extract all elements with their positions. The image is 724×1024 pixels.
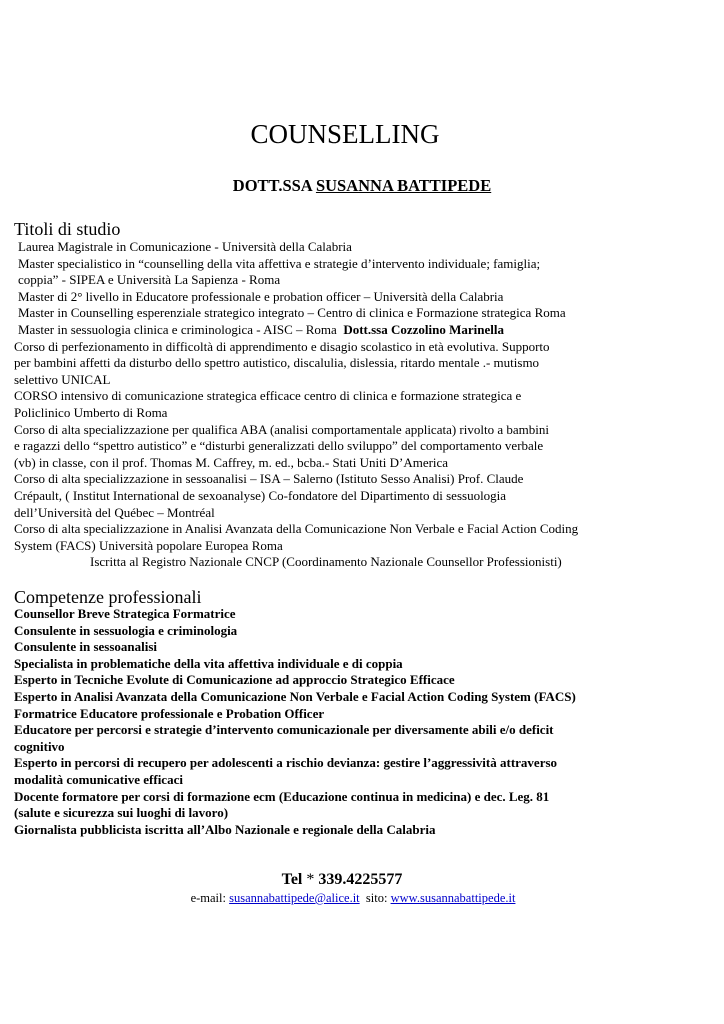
site-label: sito: xyxy=(359,891,391,905)
titoli-line: e ragazzi dello “spettro autistico” e “disturbi generalizzati dello sviluppo” del comportamento verbale xyxy=(14,438,544,454)
titoli-line: Master specialistico in “counselling della vita affettiva e strategie d’intervento individuale; famiglia; xyxy=(18,255,541,271)
titoli-list xyxy=(0,239,724,571)
author-prefix: DOTT.SSA xyxy=(232,176,316,195)
section-heading-titoli: Titoli di studio xyxy=(14,219,121,239)
titoli-line: Corso di perfezionamento in difficoltà di apprendimento e disagio scolastico in età evolutiva. Supporto xyxy=(14,338,550,354)
contact-phone xyxy=(0,870,684,890)
titoli-line: selettivo UNICAL xyxy=(14,371,111,387)
titoli-line: Corso di alta specializzazione in sessoanalisi – ISA – Salerno (Istituto Sesso Analisi) Prof. Claude xyxy=(14,471,524,487)
titoli-line: Laurea Magistrale in Comunicazione - Università della Calabria xyxy=(18,239,352,254)
competenze-line: Specialista in problematiche della vita affettiva individuale e di coppia xyxy=(14,655,403,671)
phone-number: 339.4225577 xyxy=(318,871,403,888)
titoli-line: Master di 2° livello in Educatore professionale e probation officer – Università della Calabria xyxy=(18,288,504,304)
competenze-line: (salute e sicurezza sui luoghi di lavoro) xyxy=(14,805,229,821)
section-heading-competenze: Competenze professionali xyxy=(14,587,202,607)
phone-label: Tel xyxy=(281,871,303,888)
competenze-line: Esperto in Analisi Avanzata della Comunicazione Non Verbale e Facial Action Coding System (FACS) xyxy=(14,688,576,704)
competenze-list xyxy=(0,606,724,838)
titoli-line: CORSO intensivo di comunicazione strategica efficace centro di clinica e formazione strategica e xyxy=(14,388,522,404)
competenze-line: modalità comunicative efficaci xyxy=(14,771,183,787)
competenze-line: Consulente in sessuologia e criminologia xyxy=(14,622,238,638)
phone-star: * xyxy=(302,871,319,888)
competenze-line: Giornalista pubblicista iscritta all’Albo Nazionale e regionale della Calabria xyxy=(14,821,436,837)
competenze-line: Formatrice Educatore professionale e Probation Officer xyxy=(14,705,325,721)
titoli-line: Crépault, ( Institut International de sexoanalyse) Co-fondatore del Dipartimento di sessuologia xyxy=(14,487,507,503)
titoli-line: per bambini affetti da disturbo dello spettro autistico, discalulia, dislessia, ritardo mentale .- mutismo xyxy=(14,355,540,371)
titoli-line: (vb) in classe, con il prof. Thomas M. Caffrey, m. ed., bcba.- Stati Uniti D’America xyxy=(14,454,449,470)
titoli-line: System (FACS) Università popolare Europea Roma xyxy=(14,537,283,553)
author-name: SUSANNA BATTIPEDE xyxy=(315,176,492,195)
competenze-line: Consulente in sessoanalisi xyxy=(14,639,158,655)
email-link[interactable]: susannabattipede@alice.it xyxy=(229,891,360,905)
competenze-line: Docente formatore per corsi di formazione ecm (Educazione continua in medicina) e dec. Leg. 81 xyxy=(14,788,550,804)
titoli-line-master-sessuologia xyxy=(0,322,724,339)
titoli-line: Master in Counselling esperenziale strategico integrato – Centro di clinica e Formazione strategica Roma xyxy=(18,305,566,321)
email-label: e-mail: xyxy=(190,891,230,905)
titoli-line: Master in sessuologia clinica e criminologica - AISC – Roma xyxy=(18,321,337,337)
titoli-line: coppia” - SIPEA e Università La Sapienza - Roma xyxy=(18,272,281,288)
titoli-line: Corso di alta specializzazione per qualifica ABA (analisi comportamentale applicata) rivolto a bambini xyxy=(14,421,549,437)
author-line xyxy=(0,175,724,197)
competenze-line: cognitivo xyxy=(14,738,65,754)
cozzolino-name: Dott.ssa Cozzolino Marinella xyxy=(343,321,504,337)
site-link[interactable]: www.susannabattipede.it xyxy=(390,891,516,905)
competenze-line: Educatore per percorsi e strategie d’intervento comunicazionale per diversamente abili e/o deficit xyxy=(14,722,554,738)
document-title: COUNSELLING xyxy=(250,119,440,149)
titoli-line: Policlinico Umberto di Roma xyxy=(14,404,168,420)
titoli-line: dell’Università del Québec – Montréal xyxy=(14,504,215,520)
competenze-line: Esperto in Tecniche Evolute di Comunicazione ad approccio Strategico Efficace xyxy=(14,672,455,688)
competenze-line: Esperto in percorsi di recupero per adolescenti a rischio devianza: gestire l’aggressività attraverso xyxy=(14,755,558,771)
competenze-line: Counsellor Breve Strategica Formatrice xyxy=(14,606,236,621)
titoli-line-cncp: Iscritta al Registro Nazionale CNCP (Coordinamento Nazionale Counsellor Professionisti) xyxy=(90,554,562,570)
contact-email-site xyxy=(0,890,706,906)
titoli-line: Corso di alta specializzazione in Analisi Avanzata della Comunicazione Non Verbale e Facial Action Coding xyxy=(14,521,579,537)
